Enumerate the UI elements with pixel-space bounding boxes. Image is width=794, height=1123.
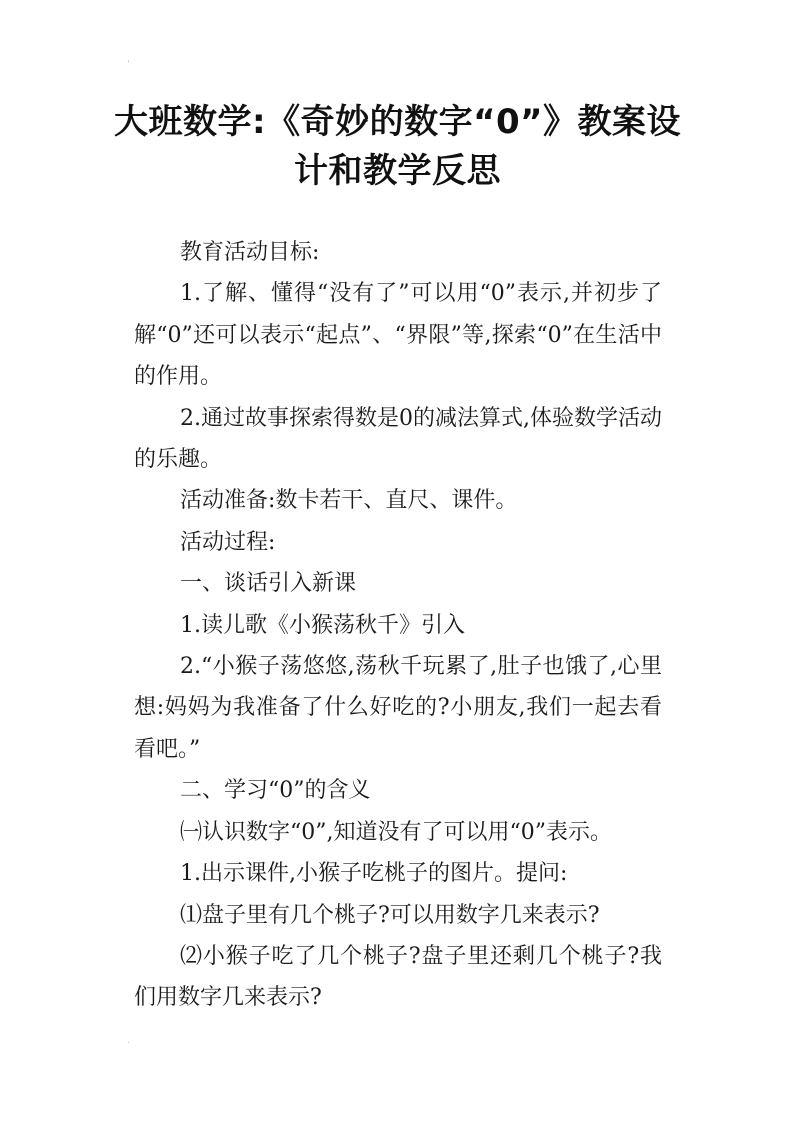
paragraph: 活动准备:数卡若干、直尺、课件。 xyxy=(180,488,518,514)
paragraph: 2.“小猴子荡悠悠,荡秋千玩累了,肚子也饿了,心里想:妈妈为我准备了什么好吃的?小朋友,我们一起去看看吧。” xyxy=(134,654,662,762)
paragraph: ⑴盘子里有几个桃子?可以用数字几来表示? xyxy=(180,902,600,928)
document-title: 大班数学:《奇妙的数字“0”》教案设计和教学反思 xyxy=(114,102,681,191)
paragraph: 2.通过故事探索得数是0的减法算式,体验数学活动的乐趣。 xyxy=(134,405,662,473)
scan-mark: . xyxy=(127,1035,131,1046)
paragraph: 1.出示课件,小猴子吃桃子的图片。提问: xyxy=(180,861,568,887)
paragraph: 1.读儿歌《小猴荡秋千》引入 xyxy=(180,612,465,638)
paragraph: 二、学习“0”的含义 xyxy=(180,778,371,804)
scan-mark: ' xyxy=(127,59,130,70)
paragraph: 教育活动目标: xyxy=(180,240,320,265)
paragraph: ⑵小猴子吃了几个桃子?盘子里还剩几个桃子?我们用数字几来表示? xyxy=(134,943,662,1011)
document-body xyxy=(134,232,662,1019)
paragraph: 1.了解、懂得“没有了”可以用“0”表示,并初步了解“0”还可以表示“起点”、“界限”等,探索“0”在生活中的作用。 xyxy=(134,281,662,390)
paragraph: 活动过程: xyxy=(180,529,276,555)
paragraph: 一、谈话引入新课 xyxy=(180,571,357,597)
paragraph: ㈠认识数字“0”,知道没有了可以用“0”表示。 xyxy=(180,819,612,845)
